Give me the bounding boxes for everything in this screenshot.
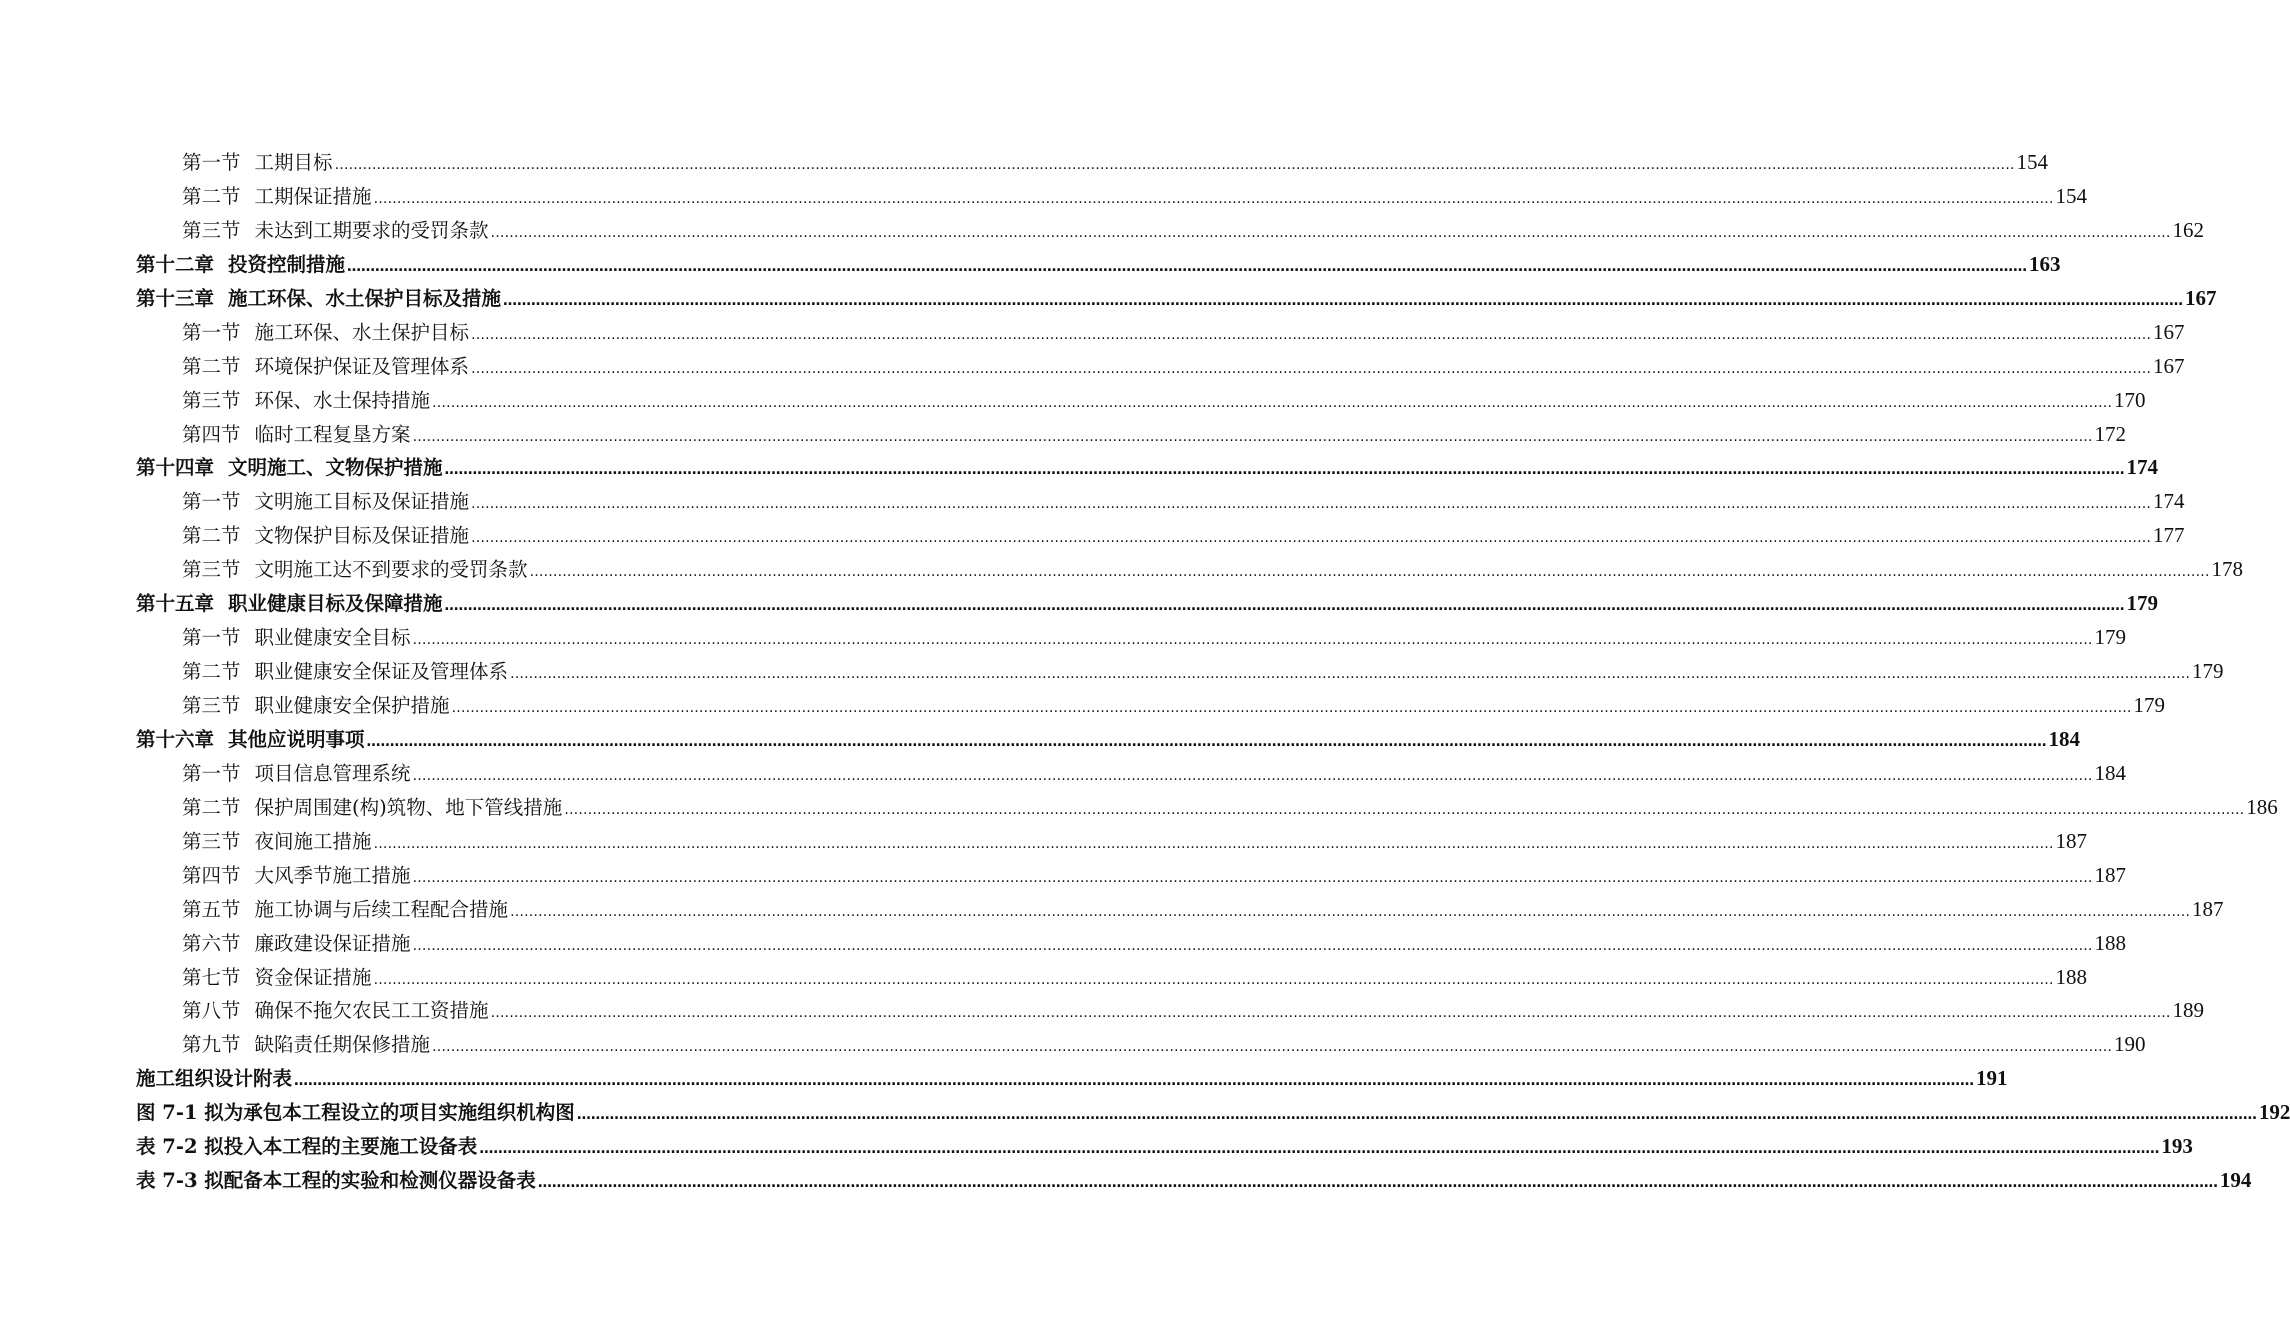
toc-entry-text: 职业健康安全保护措施	[254, 694, 450, 717]
toc-entry-text: 保护周围建(构)筑物、地下管线措施	[254, 795, 563, 819]
toc-entry-number: 第一节	[182, 320, 241, 344]
toc-dot-leader: ………………………………………………………………………………………………………………………………………………………………………………………………………………………………………………………………………………………………………………………………	[471, 326, 2152, 343]
toc-dot-leader: ………………………………………………………………………………………………………………………………………………………………………………………………………………………………………………………………………………………………………………………………	[471, 360, 2152, 377]
toc-page-number: 192	[2258, 1100, 2290, 1125]
toc-entry-text: 夜间施工措施	[254, 829, 372, 853]
toc-section-entry[interactable]	[182, 757, 2127, 791]
toc-dot-leader: ………………………………………………………………………………………………………………………………………………………………………………………………………………………………………………………………………………………………………………………………	[471, 496, 2152, 513]
toc-entry-title	[182, 519, 469, 553]
toc-section-entry[interactable]	[182, 214, 2205, 248]
toc-entry-title	[182, 350, 469, 384]
toc-entry-text: 文明施工达不到要求的受罚条款	[254, 558, 528, 582]
toc-entry-title	[182, 621, 411, 655]
toc-entry-text: 图 7-1 拟为承包本工程设立的项目实施组织机构图	[136, 1101, 575, 1125]
toc-page-number: 179	[2094, 625, 2127, 650]
toc-dot-leader: ………………………………………………………………………………………………………………………………………………………………………………………………………………………………………………………………………………………………………………………………	[471, 530, 2152, 547]
toc-dot-leader: ………………………………………………………………………………………………………………………………………………………………………………………………………………………………………………………………………………………………………………………………	[451, 700, 2132, 716]
toc-page-number: 167	[2153, 353, 2185, 378]
toc-dot-leader: ………………………………………………………………………………………………………………………………………………………………………………………………………………………………………………………………………………………………………………………………	[366, 733, 2047, 750]
toc-entry-text: 施工环保、水土保护目标及措施	[228, 286, 502, 310]
toc-section-entry[interactable]	[182, 519, 2185, 553]
toc-section-entry[interactable]	[182, 418, 2127, 452]
toc-section-entry[interactable]	[182, 791, 2278, 825]
toc-entry-number: 第五节	[182, 897, 241, 921]
toc-entry-title	[182, 994, 489, 1028]
toc-entry-title	[182, 146, 333, 180]
toc-page-number: 187	[2055, 828, 2088, 853]
toc-entry-text: 环境保护保证及管理体系	[254, 354, 470, 378]
toc-dot-leader: ………………………………………………………………………………………………………………………………………………………………………………………………………………………………………………………………………………………………………………………………	[432, 1039, 2113, 1056]
toc-entry-title	[136, 1164, 536, 1198]
toc-entry-number: 第三节	[182, 388, 241, 412]
toc-entry-number: 第八节	[182, 999, 241, 1023]
toc-page-number: 178	[2211, 557, 2244, 582]
toc-entry-text: 文明施工目标及保证措施	[254, 490, 470, 514]
toc-page-number: 170	[2114, 387, 2146, 412]
toc-entry-number: 第三节	[182, 218, 241, 242]
toc-dot-leader: ………………………………………………………………………………………………………………………………………………………………………………………………………………………………………………………………………………………………………………………………	[412, 428, 2093, 445]
toc-entry-text: 工期目标	[254, 151, 333, 174]
toc-entry-text: 文物保护目标及保证措施	[254, 524, 470, 548]
toc-entry-text: 施工协调与后续工程配合措施	[254, 897, 509, 921]
toc-entry-title	[182, 316, 469, 350]
toc-entry-number: 第二节	[182, 524, 241, 548]
toc-page-number: 179	[2126, 591, 2159, 616]
toc-entry-title	[182, 757, 411, 791]
toc-page-number: 188	[2055, 964, 2088, 989]
toc-entry-text: 未达到工期要求的受罚条款	[254, 218, 489, 242]
toc-entry-number: 第七节	[182, 965, 241, 989]
toc-entry-title	[182, 1028, 430, 1062]
toc-page-number: 190	[2114, 1032, 2146, 1057]
toc-entry-title	[136, 587, 443, 621]
toc-entry-number: 第一节	[182, 151, 241, 174]
toc-chapter-entry[interactable]	[136, 451, 2159, 485]
toc-page-number: 167	[2153, 319, 2185, 344]
toc-page-number: 167	[2185, 285, 2217, 310]
toc-chapter-entry[interactable]	[136, 282, 2217, 316]
toc-entry-title	[182, 893, 508, 927]
toc-entry-title	[182, 180, 372, 214]
toc-entry-text: 资金保证措施	[254, 965, 372, 989]
toc-entry-number: 第十二章	[136, 252, 215, 276]
toc-entry-number: 第二节	[182, 660, 241, 684]
table-of-contents	[0, 146, 2290, 1198]
toc-entry-text: 文明施工、文物保护措施	[228, 456, 443, 480]
toc-entry-title	[136, 451, 443, 485]
toc-section-entry[interactable]	[182, 859, 2127, 893]
toc-dot-leader: ………………………………………………………………………………………………………………………………………………………………………………………………………………………………………………………………………………………………………………………………	[537, 1175, 2218, 1192]
toc-entry-number: 第九节	[182, 1033, 241, 1057]
toc-entry-number: 第一节	[182, 626, 241, 650]
toc-dot-leader: ………………………………………………………………………………………………………………………………………………………………………………………………………………………………………………………………………………………………………………………………	[564, 801, 2245, 818]
toc-page-number: 163	[2029, 251, 2061, 276]
toc-dot-leader: ………………………………………………………………………………………………………………………………………………………………………………………………………………………………………………………………………………………………………………………………	[510, 903, 2191, 920]
toc-entry-number: 第二节	[182, 184, 241, 208]
toc-page-number: 174	[2153, 489, 2185, 514]
toc-entry-title	[182, 859, 411, 893]
toc-section-entry[interactable]	[182, 350, 2185, 384]
toc-entry-text: 确保不拖欠农民工工资措施	[254, 999, 489, 1023]
toc-entry-title	[182, 927, 411, 961]
toc-chapter-entry[interactable]	[136, 723, 2081, 757]
toc-entry-number: 第四节	[182, 863, 241, 887]
toc-entry-text: 表 7-2 拟投入本工程的主要施工设备表	[136, 1135, 478, 1159]
toc-page-number: 187	[2094, 862, 2127, 887]
toc-entry-number: 第三节	[182, 558, 241, 582]
toc-entry-number: 第三节	[182, 829, 241, 853]
toc-entry-title	[136, 723, 365, 757]
toc-section-entry[interactable]	[182, 825, 2088, 859]
toc-entry-title	[136, 1062, 292, 1096]
toc-entry-number: 第三节	[182, 694, 241, 717]
toc-entry-title	[182, 418, 411, 452]
toc-section-entry[interactable]	[182, 485, 2185, 519]
toc-dot-leader: ………………………………………………………………………………………………………………………………………………………………………………………………………………………………………………………………………………………………………………………………	[479, 1141, 2160, 1158]
toc-dot-leader: ………………………………………………………………………………………………………………………………………………………………………………………………………………………………………………………………………………………………………………………………	[334, 157, 2015, 173]
toc-dot-leader: ………………………………………………………………………………………………………………………………………………………………………………………………………………………………………………………………………………………………………………………………	[347, 258, 2028, 275]
toc-entry-text: 施工环保、水土保护目标	[254, 320, 470, 344]
toc-page-number: 179	[2192, 659, 2224, 684]
toc-entry-text: 表 7-3 拟配备本工程的实验和检测仪器设备表	[136, 1169, 536, 1193]
toc-entry-text: 职业健康安全目标	[254, 626, 411, 650]
toc-page-number: 174	[2126, 455, 2159, 480]
toc-entry-text: 其他应说明事项	[228, 727, 365, 751]
toc-chapter-entry[interactable]	[136, 1096, 2290, 1130]
toc-chapter-entry[interactable]	[136, 1062, 2008, 1096]
toc-entry-title	[136, 282, 501, 316]
toc-section-entry[interactable]	[182, 893, 2224, 927]
toc-entry-title	[182, 961, 372, 995]
toc-chapter-entry[interactable]	[136, 1130, 2193, 1164]
toc-entry-title	[182, 384, 430, 418]
toc-entry-number: 第二节	[182, 354, 241, 378]
toc-page-number: 177	[2153, 523, 2185, 548]
toc-page-number: 184	[2048, 726, 2081, 751]
toc-section-entry[interactable]	[182, 146, 2049, 180]
toc-page-number: 179	[2133, 693, 2166, 717]
toc-dot-leader: ………………………………………………………………………………………………………………………………………………………………………………………………………………………………………………………………………………………………………………………………	[490, 1005, 2171, 1022]
toc-entry-number: 第十三章	[136, 286, 215, 310]
toc-chapter-entry[interactable]	[136, 1164, 2252, 1198]
toc-section-entry[interactable]	[182, 553, 2244, 587]
toc-entry-number: 第一节	[182, 761, 241, 785]
toc-section-entry[interactable]	[182, 961, 2088, 995]
toc-dot-leader: ………………………………………………………………………………………………………………………………………………………………………………………………………………………………………………………………………………………………………………………………	[444, 462, 2125, 479]
toc-page-number: 186	[2246, 794, 2278, 819]
toc-entry-title	[182, 214, 489, 248]
toc-page-number: 154	[2016, 150, 2049, 174]
toc-entry-title	[182, 485, 469, 519]
toc-section-entry[interactable]	[182, 655, 2224, 689]
toc-entry-title	[182, 553, 528, 587]
toc-page-number: 189	[2172, 998, 2205, 1023]
toc-page-number: 154	[2055, 183, 2088, 208]
toc-entry-text: 项目信息管理系统	[254, 761, 411, 785]
toc-page-number: 184	[2094, 760, 2127, 785]
toc-page-number: 188	[2094, 930, 2127, 955]
toc-chapter-entry[interactable]	[136, 248, 2061, 282]
toc-entry-text: 临时工程复垦方案	[254, 422, 411, 446]
toc-entry-number: 第二节	[182, 795, 241, 819]
toc-entry-number: 第十五章	[136, 592, 215, 616]
toc-entry-title	[136, 248, 345, 282]
toc-entry-number: 第十四章	[136, 456, 215, 480]
toc-dot-leader: ………………………………………………………………………………………………………………………………………………………………………………………………………………………………………………………………………………………………………………………………	[412, 632, 2093, 649]
toc-dot-leader: ………………………………………………………………………………………………………………………………………………………………………………………………………………………………………………………………………………………………………………………………	[412, 767, 2093, 784]
toc-entry-title	[182, 791, 562, 825]
toc-page-number: 172	[2094, 421, 2127, 446]
toc-section-entry[interactable]	[182, 689, 2166, 723]
toc-page-number: 191	[1976, 1066, 2008, 1091]
toc-entry-text: 职业健康目标及保障措施	[228, 592, 443, 616]
toc-entry-text: 投资控制措施	[228, 252, 346, 276]
toc-entry-number: 第十六章	[136, 727, 215, 751]
toc-dot-leader: ………………………………………………………………………………………………………………………………………………………………………………………………………………………………………………………………………………………………………………………………	[294, 1073, 1975, 1090]
toc-section-entry[interactable]	[182, 927, 2127, 961]
toc-entry-text: 职业健康安全保证及管理体系	[254, 660, 509, 684]
toc-entry-number: 第六节	[182, 931, 241, 955]
toc-entry-title	[182, 689, 450, 723]
toc-dot-leader: ………………………………………………………………………………………………………………………………………………………………………………………………………………………………………………………………………………………………………………………………	[503, 292, 2184, 309]
toc-dot-leader: ………………………………………………………………………………………………………………………………………………………………………………………………………………………………………………………………………………………………………………………………	[576, 1107, 2257, 1124]
toc-section-entry[interactable]	[182, 384, 2146, 418]
toc-entry-text: 廉政建设保证措施	[254, 931, 411, 955]
toc-section-entry[interactable]	[182, 316, 2185, 350]
toc-section-entry[interactable]	[182, 180, 2088, 214]
toc-dot-leader: ………………………………………………………………………………………………………………………………………………………………………………………………………………………………………………………………………………………………………………………………	[412, 869, 2093, 886]
toc-entry-title	[136, 1096, 575, 1130]
toc-entry-number: 第一节	[182, 490, 241, 514]
toc-entry-text: 大风季节施工措施	[254, 863, 411, 887]
toc-section-entry[interactable]	[182, 994, 2205, 1028]
toc-page-number: 193	[2161, 1134, 2193, 1159]
toc-entry-text: 环保、水土保持措施	[254, 388, 431, 412]
toc-dot-leader: ………………………………………………………………………………………………………………………………………………………………………………………………………………………………………………………………………………………………………………………………	[373, 835, 2054, 852]
toc-page-number: 187	[2192, 896, 2224, 921]
toc-dot-leader: ………………………………………………………………………………………………………………………………………………………………………………………………………………………………………………………………………………………………………………………………	[444, 598, 2125, 615]
toc-entry-text: 缺陷责任期保修措施	[254, 1033, 431, 1057]
toc-page-number: 194	[2219, 1168, 2252, 1193]
toc-dot-leader: ………………………………………………………………………………………………………………………………………………………………………………………………………………………………………………………………………………………………………………………………	[510, 666, 2191, 683]
toc-entry-text: 施工组织设计附表	[136, 1067, 293, 1091]
toc-section-entry[interactable]	[182, 1028, 2146, 1062]
toc-entry-number: 第四节	[182, 422, 241, 446]
toc-dot-leader: ………………………………………………………………………………………………………………………………………………………………………………………………………………………………………………………………………………………………………………………………	[490, 224, 2171, 241]
toc-dot-leader: ………………………………………………………………………………………………………………………………………………………………………………………………………………………………………………………………………………………………………………………………	[373, 971, 2054, 988]
toc-section-entry[interactable]	[182, 621, 2127, 655]
toc-dot-leader: ………………………………………………………………………………………………………………………………………………………………………………………………………………………………………………………………………………………………………………………………	[529, 564, 2210, 581]
toc-entry-text: 工期保证措施	[254, 184, 372, 208]
toc-entry-title	[182, 825, 372, 859]
toc-page-number: 162	[2172, 217, 2205, 242]
toc-dot-leader: ………………………………………………………………………………………………………………………………………………………………………………………………………………………………………………………………………………………………………………………………	[432, 394, 2113, 411]
toc-chapter-entry[interactable]	[136, 587, 2159, 621]
toc-entry-title	[136, 1130, 477, 1164]
toc-dot-leader: ………………………………………………………………………………………………………………………………………………………………………………………………………………………………………………………………………………………………………………………………	[373, 190, 2054, 207]
toc-dot-leader: ………………………………………………………………………………………………………………………………………………………………………………………………………………………………………………………………………………………………………………………………	[412, 937, 2093, 954]
toc-entry-title	[182, 655, 508, 689]
